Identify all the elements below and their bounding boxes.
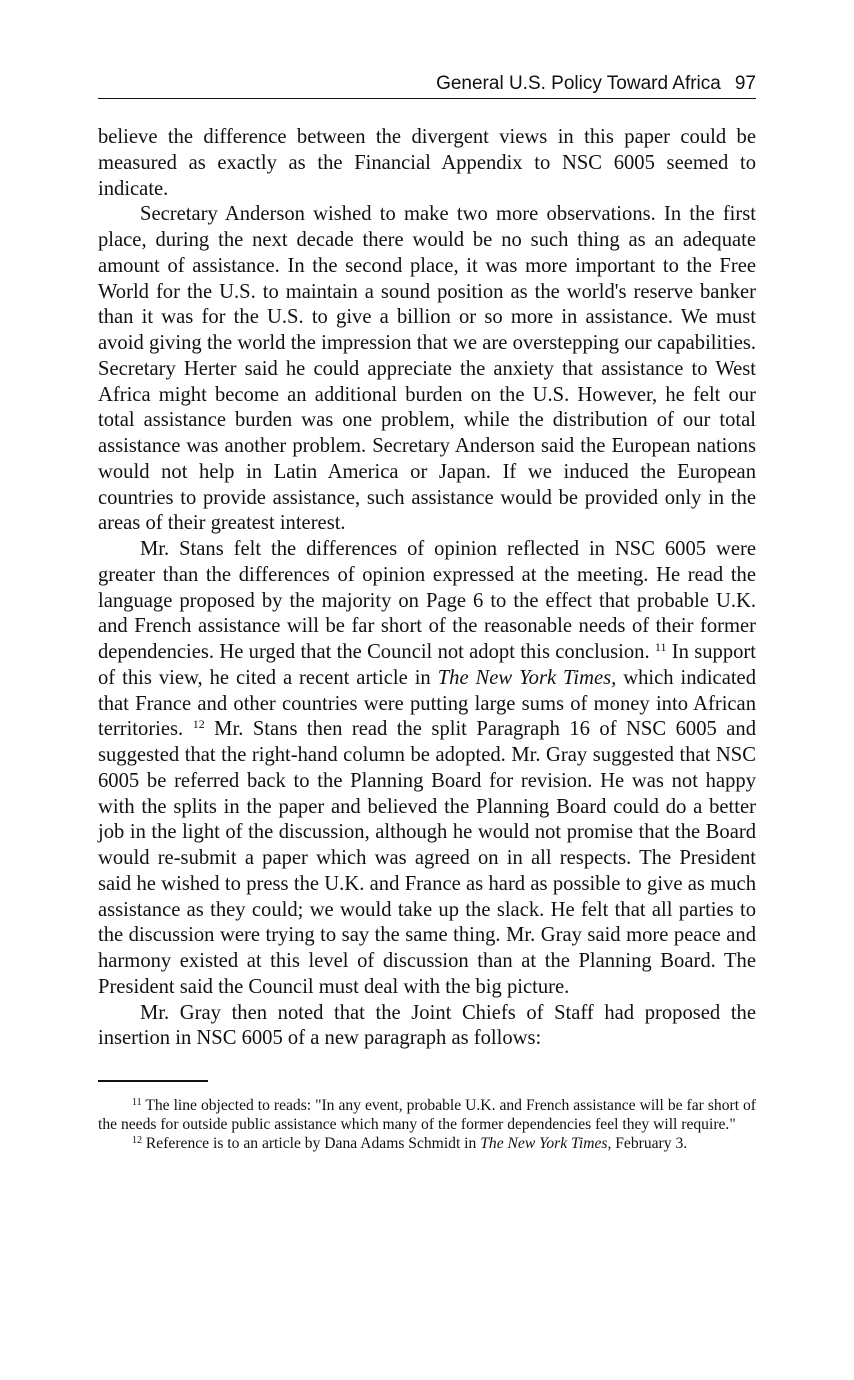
publication-title: The New York Times,	[437, 666, 617, 689]
footnote-11-text: The line objected to reads: "In any event, probable U.K. and French assistance will be far short of the needs for outside public assistance which many of the former dependencies feel they will require."	[98, 1097, 757, 1133]
paragraph-4: Mr. Gray then noted that the Joint Chiefs of Staff had proposed the insertion in NSC 6005 of a new paragraph as follows:	[98, 1001, 756, 1050]
running-header	[98, 72, 756, 99]
footnote-11	[98, 1096, 756, 1134]
paragraph-3	[98, 537, 756, 1001]
footnote-12-publication: The New York Times,	[480, 1135, 612, 1152]
paragraph-2: Secretary Anderson wished to make two more observations. In the first place, during the next decade there would be no such thing as an adequate amount of assistance. In the second place, it was more important to the Free World for the U.S. to maintain a sound position as the world's reserve banker than it was for the U.S. to give a billion or so more in assistance. We must avoid giving the world the impression that we are overstepping our capabilities. Secretary Herter said he could appreciate the anxiety that assistance to West Africa might become an additional burden on the U.S. However, he felt our total assistance burden was one problem, while the distribution of our total assistance was another problem. Secretary Anderson said the European nations would not help in Latin America or Japan. If we induced the European countries to provide assistance, such assistance would be provided only in the areas of their greatest interest.	[98, 203, 756, 535]
paragraph-3-text-a: Mr. Stans felt the differences of opinion reflected in NSC 6005 were greater than the differences of opinion expressed at the meeting. He read the language proposed by the majority on Page 6 to the effect that probable U.K. and French assistance will be far short of the reasonable needs of their former dependencies. He urged that the Council not adopt this conclusion.	[98, 538, 756, 663]
paragraph-1: believe the difference between the divergent views in this paper could be measured as exactly as the Financial Appendix to NSC 6005 seemed to indicate.	[98, 126, 756, 200]
body-text	[98, 125, 756, 1052]
footnote-12-text-b: February 3.	[611, 1135, 688, 1152]
footnotes	[98, 1096, 756, 1153]
paragraph-3-text-b: In support of this view, he cited a recent article in	[98, 641, 756, 689]
footnote-12-marker: 12	[132, 1135, 142, 1146]
document-page	[98, 72, 756, 1153]
paragraph-3-text-c: which indicated that France and other countries were putting large sums of money into African territories.	[98, 666, 756, 741]
header-title: General U.S. Policy Toward Africa	[436, 73, 721, 94]
paragraph-3-text-d: Mr. Stans then read the split Paragraph 16 of NSC 6005 and suggested that the right-hand column be adopted. Mr. Gray suggested that NSC 6005 be referred back to the Planning Board for revision. He was not happy with the splits in the paper and believed the Planning Board could do a better job in the light of the discussion, although he would not promise that the Board would re-submit a paper which was agreed on in all respects. The President said he wished to press the U.K. and France as hard as possible to give as much assistance as they could; we would take up the slack. He felt that all parties to the discussion were trying to say the same thing. Mr. Gray said more peace and harmony existed at this level of discussion than at the Planning Board. The President said the Council must deal with the big picture.	[98, 718, 756, 998]
page-number: 97	[734, 73, 756, 94]
footnote-ref-11: 11	[654, 640, 667, 654]
footnote-12-text-a: Reference is to an article by Dana Adams Schmidt in	[145, 1135, 481, 1152]
footnote-12	[98, 1134, 756, 1153]
footnote-divider	[98, 1080, 208, 1082]
footnote-11-marker: 11	[132, 1097, 142, 1108]
footnote-ref-12: 12	[192, 717, 205, 732]
